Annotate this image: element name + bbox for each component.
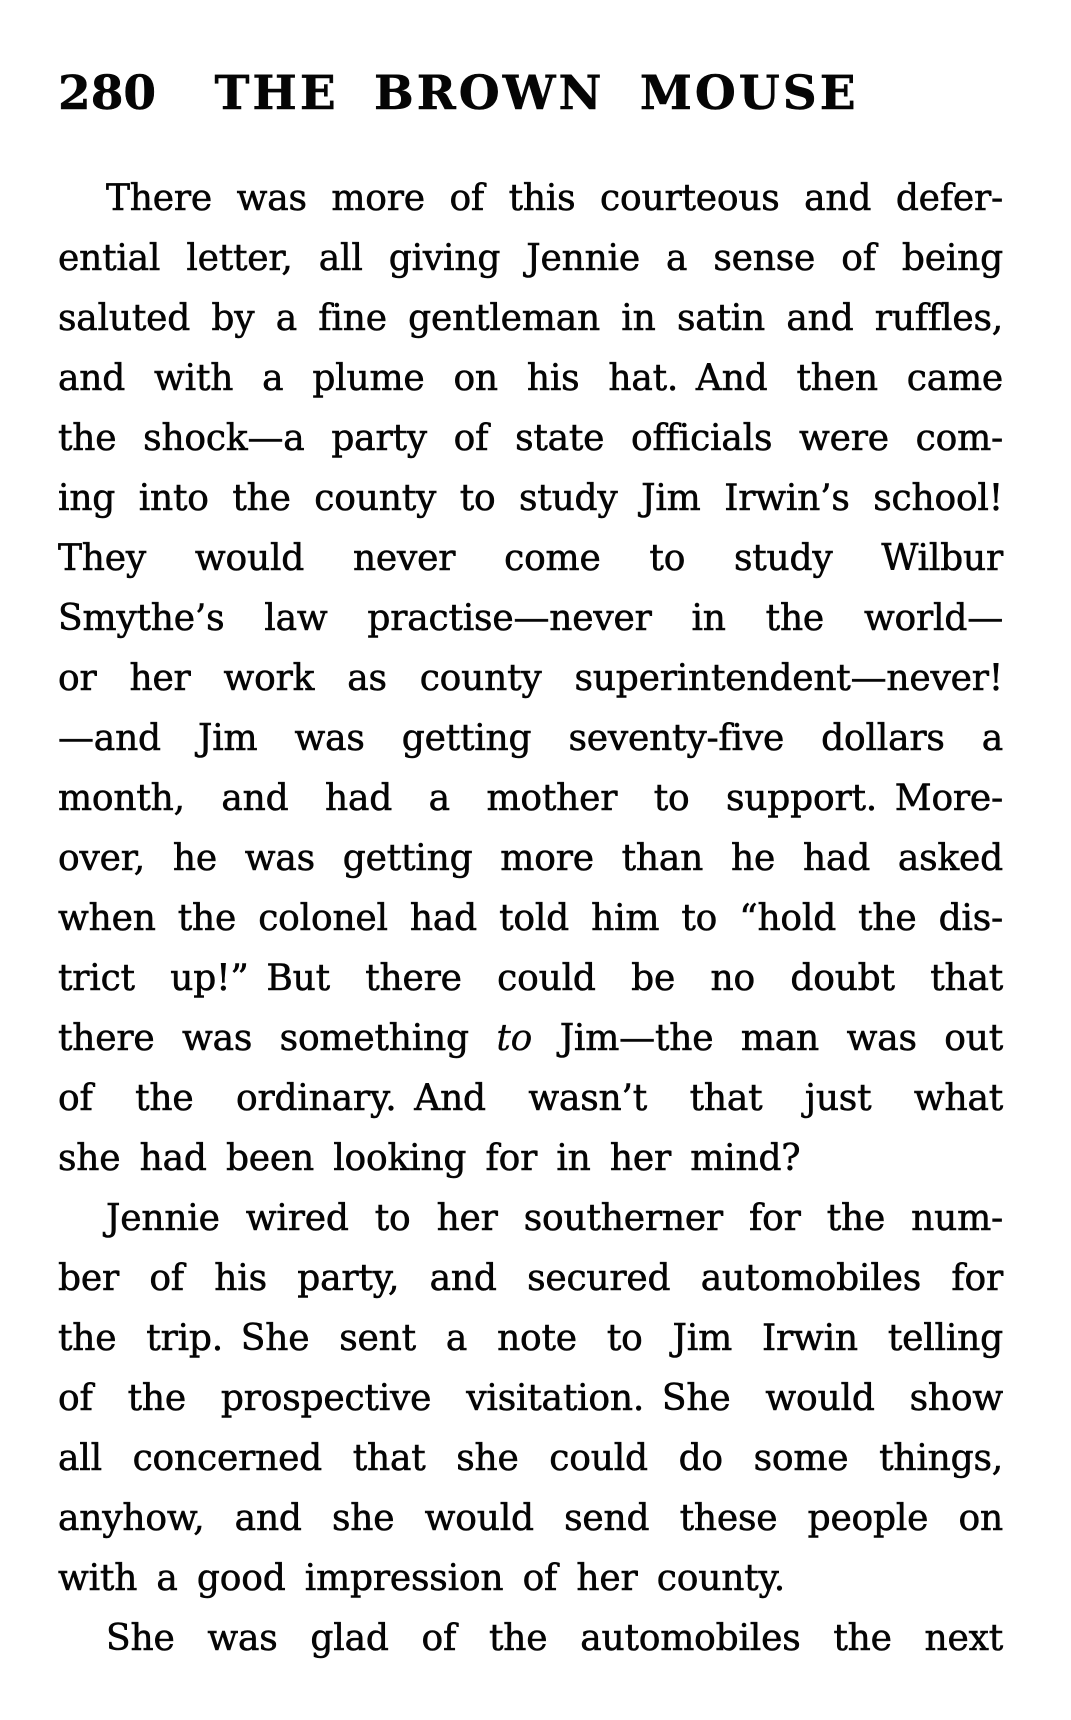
page-header [58, 68, 1003, 120]
line-segment: of the prospective visitation. She would show [58, 1378, 1003, 1419]
line-segment: there was something [58, 1018, 497, 1059]
line-segment: saluted by a fine gentleman in satin and ruffles, [58, 298, 1003, 339]
line-segment: or her work as county superintendent—never! [58, 658, 1003, 699]
text-line [58, 709, 1003, 769]
text-line [58, 1309, 1003, 1369]
line-segment: of the ordinary. And wasn’t that just what [58, 1078, 1003, 1119]
line-segment: ential letter, all giving Jennie a sense of being [58, 238, 1003, 279]
line-segment: she had been looking for in her mind? [58, 1138, 801, 1179]
text-line [58, 1609, 1003, 1669]
text-line [58, 1429, 1003, 1489]
text-line [58, 289, 1003, 349]
line-segment: She was glad of the automobiles the next [106, 1618, 1003, 1659]
line-segment: anyhow, and she would send these people on [58, 1498, 1003, 1539]
line-segment: Jim—the man was out [532, 1018, 1003, 1059]
text-line [58, 589, 1003, 649]
running-title: THE BROWN MOUSE [214, 66, 859, 121]
line-segment: over, he was getting more than he had asked [58, 838, 1003, 879]
text-line [58, 469, 1003, 529]
line-segment: There was more of this courteous and defer- [106, 178, 1003, 219]
line-segment: month, and had a mother to support. More- [58, 778, 1003, 819]
line-segment: Jennie wired to her southerner for the num- [106, 1198, 1003, 1239]
line-segment: with a good impression of her county. [58, 1558, 786, 1599]
text-line [58, 229, 1003, 289]
text-line [58, 1369, 1003, 1429]
line-segment: and with a plume on his hat. And then came [58, 358, 1003, 399]
page-number: 280 [58, 66, 157, 121]
line-segment: ing into the county to study Jim Irwin’s school! [58, 478, 1003, 519]
text-line [58, 349, 1003, 409]
text-line [58, 1009, 1003, 1069]
text-line [58, 529, 1003, 589]
italic-word: to [496, 1018, 533, 1059]
line-segment: ber of his party, and secured automobiles for [58, 1258, 1003, 1299]
text-line [58, 169, 1003, 229]
text-line [58, 1489, 1003, 1549]
text-line [58, 1129, 1003, 1189]
text-line [58, 1069, 1003, 1129]
text-line [58, 1249, 1003, 1309]
text-line [58, 949, 1003, 1009]
text-line [58, 1189, 1003, 1249]
line-segment: the shock—a party of state officials were com- [58, 418, 1003, 459]
line-segment: trict up!” But there could be no doubt that [58, 958, 1003, 999]
line-segment: the trip. She sent a note to Jim Irwin telling [58, 1318, 1003, 1359]
text-line [58, 769, 1003, 829]
line-segment: They would never come to study Wilbur [58, 538, 1003, 579]
text-line [58, 409, 1003, 469]
line-segment: when the colonel had told him to “hold the dis- [58, 898, 1003, 939]
line-segment: —and Jim was getting seventy-five dollars a [58, 718, 1003, 759]
text-line [58, 889, 1003, 949]
text-line [58, 1549, 1003, 1609]
line-segment: Smythe’s law practise—never in the world— [58, 598, 1003, 639]
line-segment: all concerned that she could do some things, [58, 1438, 1003, 1479]
text-line [58, 829, 1003, 889]
text-line [58, 649, 1003, 709]
page-text [58, 169, 1003, 1669]
